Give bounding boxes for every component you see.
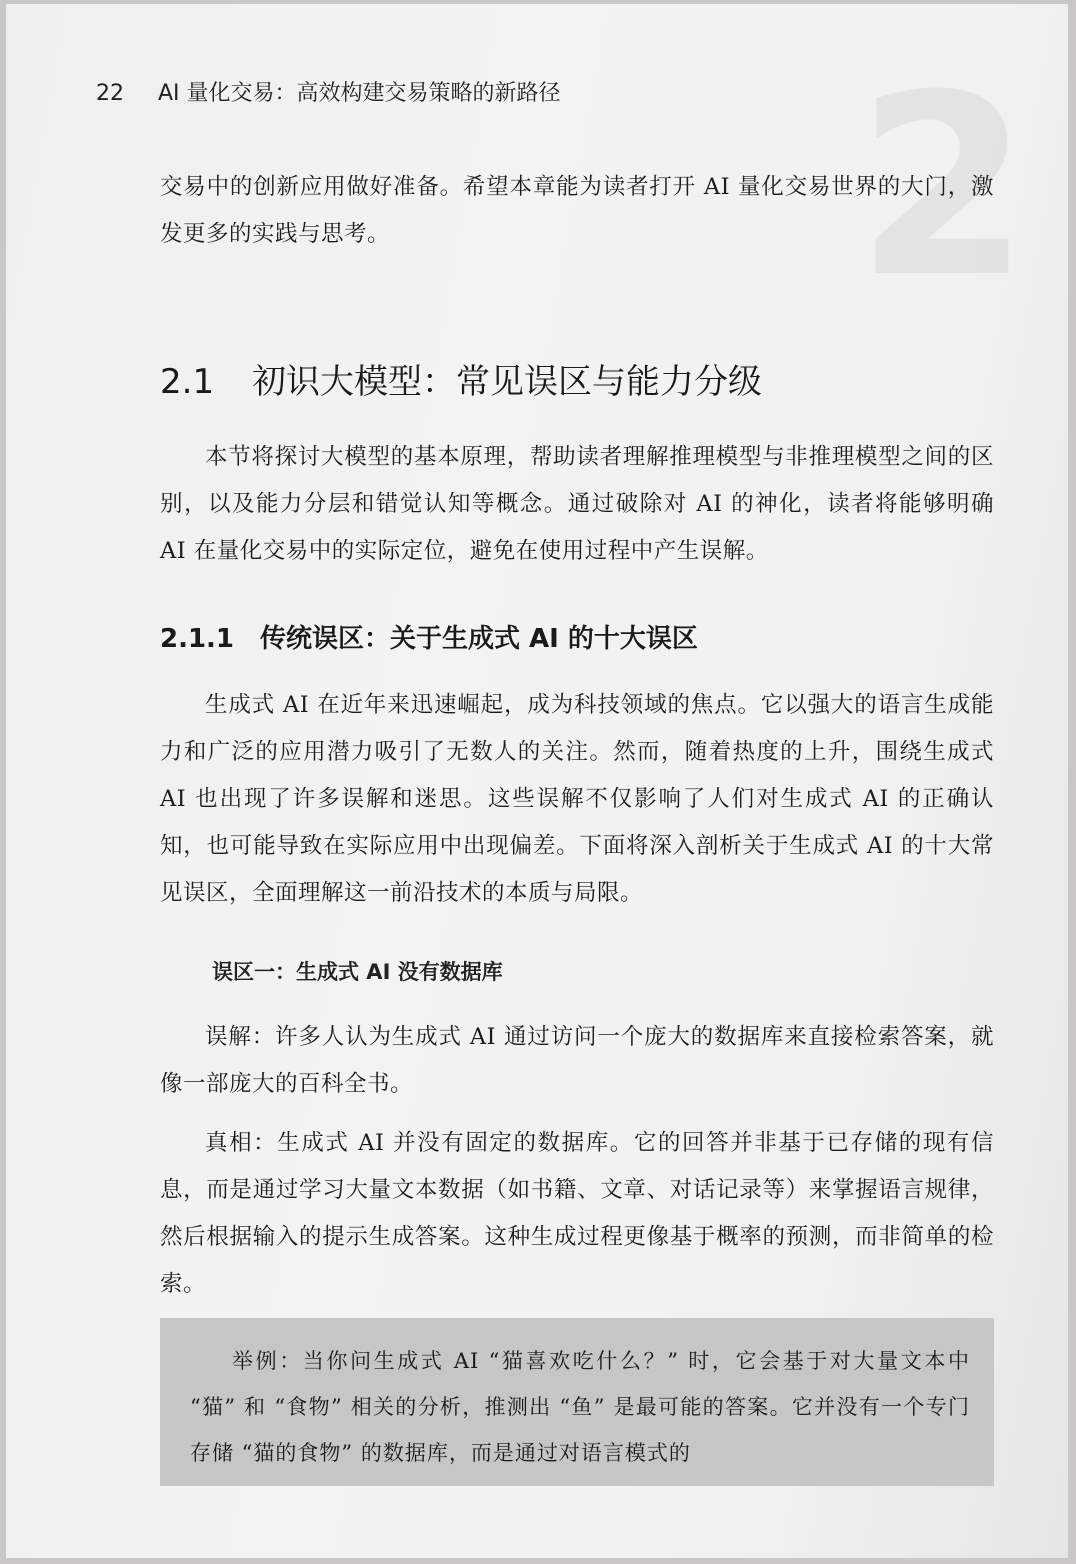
subsection-title: 传统误区：关于生成式 AI 的十大误区 bbox=[260, 624, 698, 654]
section-title: 初识大模型：常见误区与能力分级 bbox=[252, 362, 762, 402]
subsection-heading bbox=[160, 618, 698, 655]
page-number: 22 bbox=[96, 81, 124, 106]
example-text: 举例：当你问生成式 AI “猫喜欢吃什么？” 时，它会基于对大量文本中 “猫” 和 “食物” 相关的分析，推测出 “鱼” 是最可能的答案。它并没有一个专门存储 “猫的食物” 的数据库，而是通过对语言模式的 bbox=[190, 1349, 970, 1465]
book-title: AI 量化交易：高效构建交易策略的新路径 bbox=[158, 81, 561, 106]
subsection-paragraph: 生成式 AI 在近年来迅速崛起，成为科技领域的焦点。它以强大的语言生成能力和广泛的应用潜力吸引了无数人的关注。然而，随着热度的上升，围绕生成式 AI 也出现了许多误解和迷思。这些误解不仅影响了人们对生成式 AI 的正确认知，也可能导致在实际应用中出现偏差。下面将深入剖析关于生成式 AI 的十大常见误区，全面理解这一前沿技术的本质与局限。 bbox=[160, 692, 994, 906]
running-header bbox=[96, 76, 561, 107]
myth-one-heading: 误区一：生成式 AI 没有数据库 bbox=[212, 960, 503, 984]
book-page bbox=[6, 4, 1068, 1558]
show-through-chapter-number: 2 bbox=[856, 41, 1030, 332]
intro-paragraph: 交易中的创新应用做好准备。希望本章能为读者打开 AI 量化交易世界的大门，激发更多的实践与思考。 bbox=[160, 174, 994, 247]
section-heading bbox=[160, 354, 762, 403]
section-paragraph: 本节将探讨大模型的基本原理，帮助读者理解推理模型与非推理模型之间的区别，以及能力分层和错觉认知等概念。通过破除对 AI 的神化，读者将能够明确 AI 在量化交易中的实际定位，避免在使用过程中产生误解。 bbox=[160, 444, 994, 564]
section-number: 2.1 bbox=[160, 362, 215, 402]
example-box bbox=[160, 1318, 994, 1486]
misconception-paragraph: 误解：许多人认为生成式 AI 通过访问一个庞大的数据库来直接检索答案，就像一部庞大的百科全书。 bbox=[160, 1024, 994, 1097]
subsection-number: 2.1.1 bbox=[160, 624, 235, 654]
truth-paragraph: 真相：生成式 AI 并没有固定的数据库。它的回答并非基于已存储的现有信息，而是通过学习大量文本数据（如书籍、文章、对话记录等）来掌握语言规律，然后根据输入的提示生成答案。这种生成过程更像基于概率的预测，而非简单的检索。 bbox=[160, 1130, 994, 1297]
